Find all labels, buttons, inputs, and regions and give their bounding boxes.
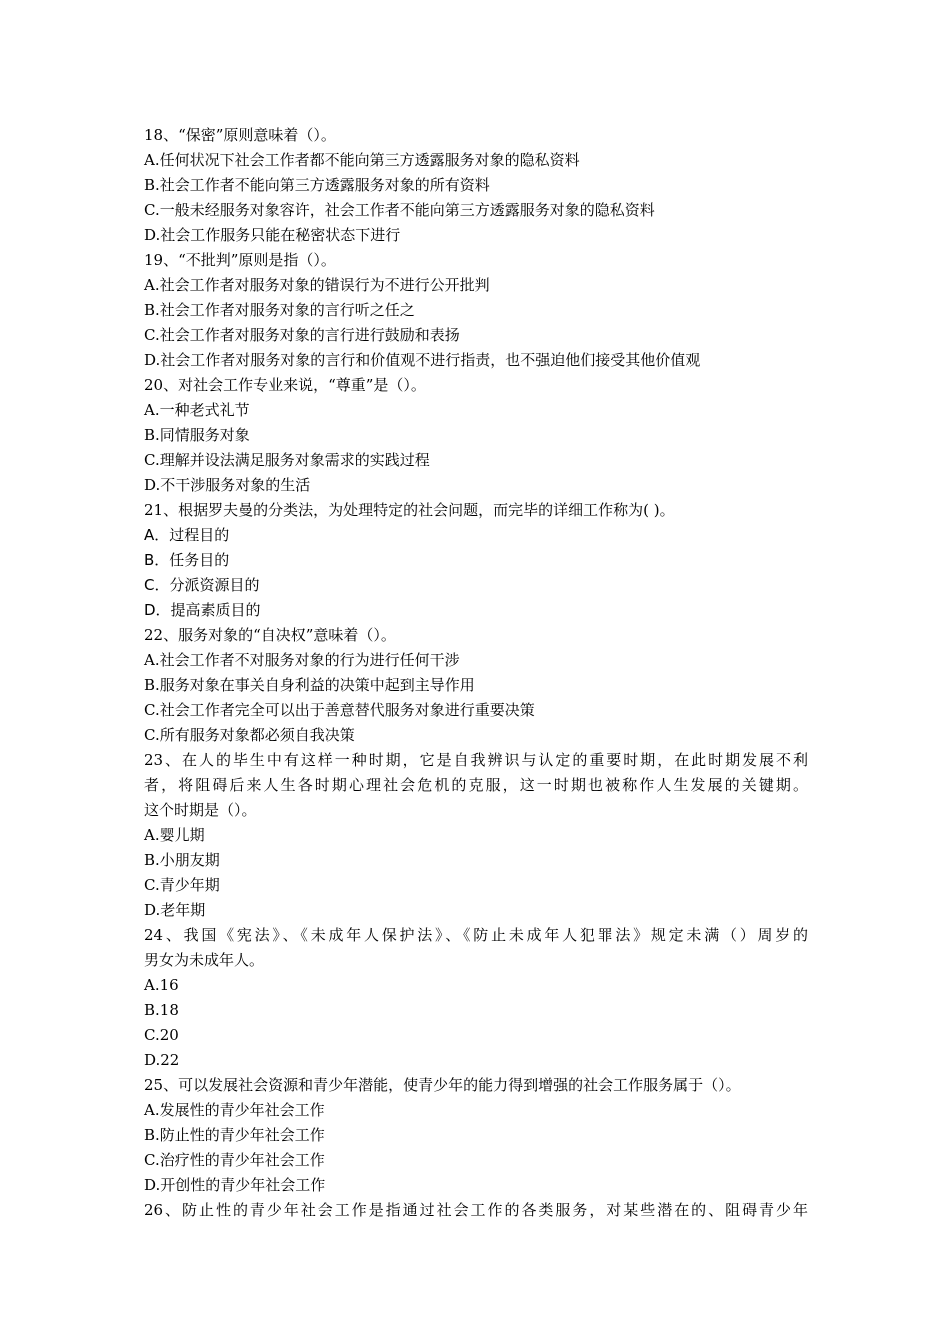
option-20-c: C.理解并设法满足服务对象需求的实践过程	[144, 451, 430, 469]
question-23-line-3: 这个时期是（）。	[144, 801, 257, 819]
question-19: 19、“不批判”原则是指（）。	[144, 251, 336, 269]
question-24-line-2: 男女为未成年人。	[144, 951, 265, 969]
option-25-a: A.发展性的青少年社会工作	[144, 1101, 325, 1119]
option-20-d: D.不干涉服务对象的生活	[144, 476, 311, 494]
question-18: 18、“保密”原则意味着（）。	[144, 126, 336, 144]
option-23-b: B.小朋友期	[144, 851, 220, 869]
option-22-a: A.社会工作者不对服务对象的行为进行任何干涉	[144, 651, 460, 669]
option-22-d: C.所有服务对象都必须自我决策	[144, 726, 355, 744]
document-page	[144, 123, 808, 1223]
option-23-c: C.青少年期	[144, 876, 220, 894]
option-24-a: A.16	[144, 976, 179, 994]
option-24-b: B.18	[144, 1001, 179, 1019]
question-22: 22、服务对象的“自决权”意味着（）。	[144, 626, 396, 644]
option-21-b: B．任务目的	[144, 551, 230, 569]
option-23-a: A.婴儿期	[144, 826, 205, 844]
option-19-a: A.社会工作者对服务对象的错误行为不进行公开批判	[144, 276, 490, 294]
option-18-a: A.任何状况下社会工作者都不能向第三方透露服务对象的隐私资料	[144, 151, 580, 169]
option-21-d: D．提高素质目的	[144, 601, 261, 619]
option-18-d: D.社会工作服务只能在秘密状态下进行	[144, 226, 401, 244]
question-24-line-1: 24、我国《宪法》、《未成年人保护法》、《防止未成年人犯罪法》规定未满（）周岁的	[144, 926, 808, 944]
question-26-line-1: 26、防止性的青少年社会工作是指通过社会工作的各类服务，对某些潜在的、阻碍青少年	[144, 1201, 808, 1219]
option-20-a: A.一种老式礼节	[144, 401, 250, 419]
option-25-d: D.开创性的青少年社会工作	[144, 1176, 326, 1194]
option-21-c: C．分派资源目的	[144, 576, 260, 594]
option-24-c: C.20	[144, 1026, 179, 1044]
option-22-b: B.服务对象在事关自身利益的决策中起到主导作用	[144, 676, 475, 694]
option-18-b: B.社会工作者不能向第三方透露服务对象的所有资料	[144, 176, 490, 194]
option-25-b: B.防止性的青少年社会工作	[144, 1126, 325, 1144]
option-19-d: D.社会工作者对服务对象的言行和价值观不进行指责，也不强迫他们接受其他价值观	[144, 351, 701, 369]
question-23-line-2: 者，将阻碍后来人生各时期心理社会危机的克服，这一时期也被称作人生发展的关键期。	[144, 776, 808, 794]
option-22-c: C.社会工作者完全可以出于善意替代服务对象进行重要决策	[144, 701, 535, 719]
option-18-c: C.一般未经服务对象容许，社会工作者不能向第三方透露服务对象的隐私资料	[144, 201, 655, 219]
option-20-b: B.同情服务对象	[144, 426, 250, 444]
question-21: 21、根据罗夫曼的分类法，为处理特定的社会问题，而完毕的详细工作称为( )。	[144, 501, 675, 519]
question-23-line-1: 23、在人的毕生中有这样一种时期，它是自我辨识与认定的重要时期，在此时期发展不利	[144, 751, 808, 769]
option-19-b: B.社会工作者对服务对象的言行听之任之	[144, 301, 415, 319]
option-19-c: C.社会工作者对服务对象的言行进行鼓励和表扬	[144, 326, 460, 344]
option-23-d: D.老年期	[144, 901, 206, 919]
option-21-a: A．过程目的	[144, 526, 230, 544]
option-25-c: C.治疗性的青少年社会工作	[144, 1151, 325, 1169]
question-25: 25、可以发展社会资源和青少年潜能，使青少年的能力得到增强的社会工作服务属于（）。	[144, 1076, 741, 1094]
question-20: 20、对社会工作专业来说，“尊重”是（）。	[144, 376, 426, 394]
option-24-d: D.22	[144, 1051, 180, 1069]
